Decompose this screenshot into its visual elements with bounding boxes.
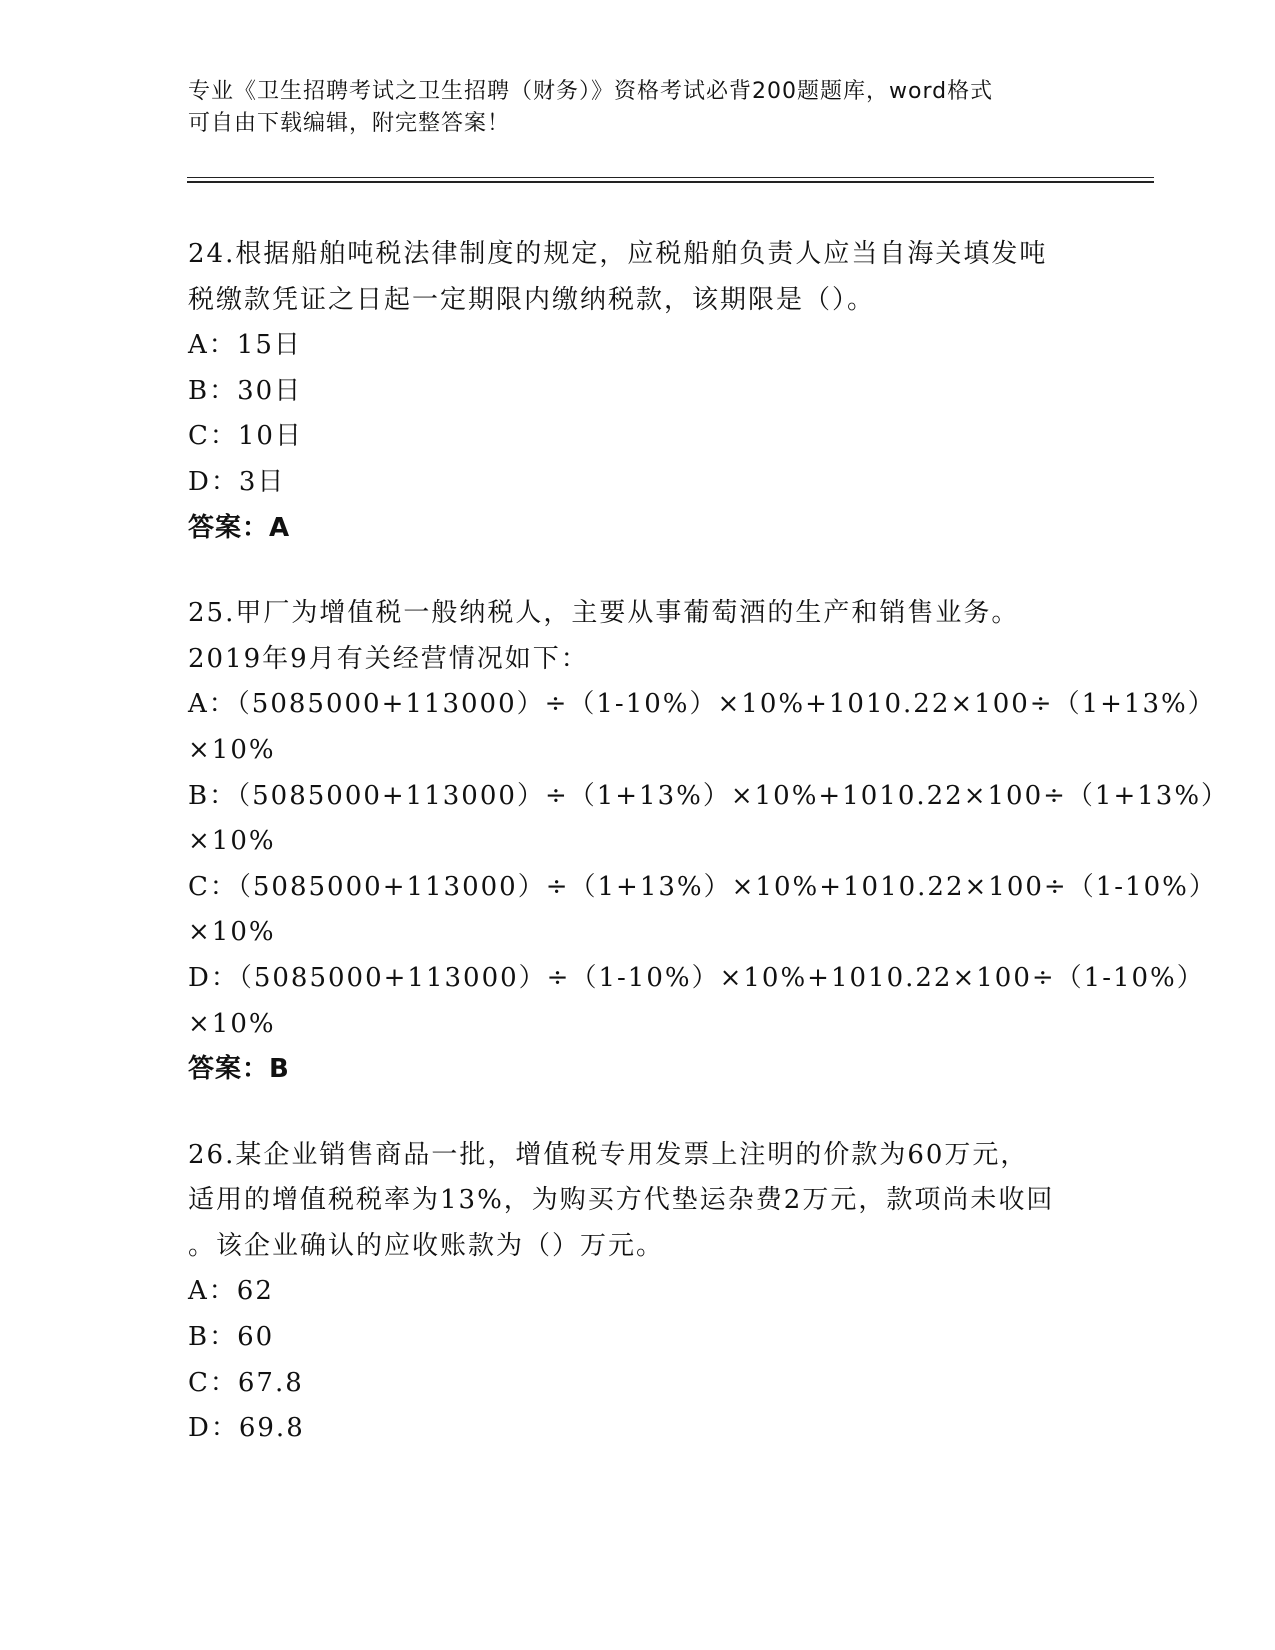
document-header <box>188 76 1068 140</box>
header-rule-thick <box>187 181 1154 183</box>
option-b: B：30日 <box>188 375 303 406</box>
header-title-line-1: 专业《卫生招聘考试之卫生招聘（财务）》资格考试必背200题题库，word格式 <box>188 79 994 104</box>
question-stem-line: 26.某企业销售商品一批，增值税专用发票上注明的价款为60万元， <box>188 1139 1029 1170</box>
question-stem-line: 。该企业确认的应收账款为（）万元。 <box>188 1230 665 1261</box>
question-24 <box>188 232 1088 551</box>
header-rule-thin <box>187 177 1154 178</box>
question-list <box>188 232 1230 1452</box>
option-a: A：15日 <box>188 330 302 361</box>
option-c: C：67.8 <box>188 1367 304 1398</box>
option-a-continued: ×10% <box>188 734 276 765</box>
question-stem-line: 适用的增值税税率为13%，为购买方代垫运杂费2万元，款项尚未收回 <box>188 1185 1055 1216</box>
option-d: D：3日 <box>188 466 286 497</box>
option-b: B：60 <box>188 1322 275 1353</box>
option-c: C：10日 <box>188 421 303 452</box>
option-b: B：（5085000+113000）÷（1+13%）×10%+1010.22×100÷（1+13%） <box>188 780 1230 811</box>
question-stem-line: 税缴款凭证之日起一定期限内缴纳税款，该期限是（）。 <box>188 284 876 315</box>
answer-line: 答案：B <box>188 1054 290 1085</box>
question-stem-line: 2019年9月有关经营情况如下： <box>188 643 589 674</box>
answer-line: 答案：A <box>188 512 291 543</box>
option-a: A：（5085000+113000）÷（1-10%）×10%+1010.22×100÷（1+13%） <box>188 689 1216 720</box>
question-26 <box>188 1133 1088 1452</box>
option-d-continued: ×10% <box>188 1008 276 1039</box>
option-a: A：62 <box>188 1276 274 1307</box>
question-stem-line: 24.根据船舶吨税法律制度的规定，应税船舶负责人应当自海关填发吨 <box>188 239 1048 269</box>
question-stem-line: 25.甲厂为增值税一般纳税人，主要从事葡萄酒的生产和销售业务。 <box>188 598 1020 629</box>
header-title-line-2: 可自由下载编辑，附完整答案！ <box>188 111 511 136</box>
option-c: C：（5085000+113000）÷（1+13%）×10%+1010.22×100÷（1-10%） <box>188 871 1217 902</box>
option-c-continued: ×10% <box>188 917 276 948</box>
option-b-continued: ×10% <box>188 826 276 857</box>
question-25 <box>188 591 1230 1093</box>
option-d: D：（5085000+113000）÷（1-10%）×10%+1010.22×100÷（1-10%） <box>188 962 1205 993</box>
option-d: D：69.8 <box>188 1413 305 1444</box>
header-double-rule <box>187 177 1154 185</box>
